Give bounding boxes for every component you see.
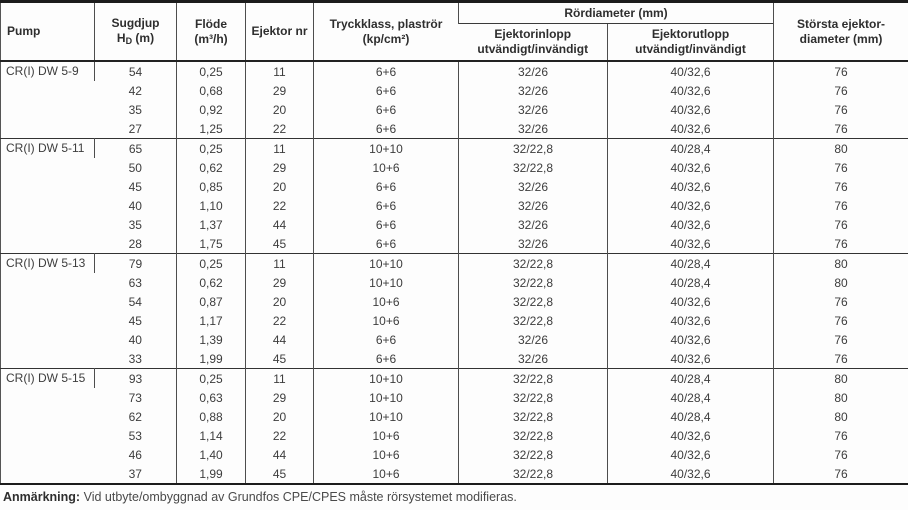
table-cell: 35 <box>128 217 142 232</box>
header-flode <box>177 2 246 62</box>
pump-group <box>1 61 908 139</box>
table-cell: 29 <box>246 388 314 407</box>
header-sugdjup-symbol: H <box>116 30 126 45</box>
table-cell: 1,37 <box>177 215 246 234</box>
table-cell: 29 <box>246 81 314 100</box>
table-cell: 40 <box>128 332 142 347</box>
table-row <box>1 196 908 215</box>
table-cell: 6+6 <box>314 330 459 349</box>
table-cell: 44 <box>246 330 314 349</box>
table-cell: 73 <box>128 390 142 405</box>
header-rordiameter: Rördiameter (mm) <box>459 2 774 24</box>
table-cell: 6+6 <box>314 215 459 234</box>
table-cell: 40/32,6 <box>608 445 774 464</box>
table-row <box>1 100 908 119</box>
table-cell: 0,92 <box>177 100 246 119</box>
header-tryckklass <box>314 2 459 62</box>
header-utlopp-line1: Ejektorutlopp <box>651 27 730 41</box>
table-cell: 40/32,6 <box>608 81 774 100</box>
table-cell: 40/32,6 <box>608 215 774 234</box>
table-cell: 40/28,4 <box>608 388 774 407</box>
table-cell: 20 <box>246 292 314 311</box>
table-row <box>1 139 908 159</box>
table-cell: 22 <box>246 196 314 215</box>
table-cell: 40/32,6 <box>608 426 774 445</box>
table-cell: 76 <box>774 177 908 196</box>
table-cell: 76 <box>774 81 908 100</box>
header-flode-line1: Flöde <box>195 16 227 31</box>
table-cell: 1,14 <box>177 426 246 445</box>
table-cell: 10+6 <box>314 292 459 311</box>
table-cell: 32/26 <box>459 119 608 139</box>
table-header <box>1 2 908 62</box>
table-row <box>1 234 908 254</box>
table-cell: 40 <box>128 198 142 213</box>
header-storsta-line1: Största ejektor- <box>797 16 886 31</box>
table-cell: 28 <box>128 236 142 251</box>
table-cell: 32/26 <box>459 330 608 349</box>
table-cell: 76 <box>774 119 908 139</box>
table-cell: 6+6 <box>314 61 459 81</box>
table-cell: 32/22,8 <box>459 426 608 445</box>
table-row <box>1 273 908 292</box>
table-cell: 11 <box>246 139 314 159</box>
header-sugdjup <box>95 2 177 62</box>
table-cell: 54 <box>128 294 142 309</box>
table-cell: 44 <box>246 215 314 234</box>
table-cell: 0,62 <box>177 273 246 292</box>
table-cell: 76 <box>774 61 908 81</box>
pump-group <box>1 139 908 254</box>
table-cell: 35 <box>128 102 142 117</box>
header-tryckklass-unit: (kp/cm²) <box>362 31 410 46</box>
table-row <box>1 349 908 369</box>
table-cell: 1,75 <box>177 234 246 254</box>
table-cell: 29 <box>246 158 314 177</box>
header-storsta-line2: diameter (mm) <box>799 31 883 46</box>
table-cell: 10+10 <box>314 139 459 159</box>
table-cell: 76 <box>774 464 908 484</box>
header-flode-unit: (m³/h) <box>194 31 228 46</box>
table-row <box>1 330 908 349</box>
table-cell: 76 <box>774 349 908 369</box>
table-row <box>1 158 908 177</box>
table-cell: 80 <box>774 273 908 292</box>
table-cell: 44 <box>246 445 314 464</box>
table-cell: 40/32,6 <box>608 311 774 330</box>
header-ejektor-nr: Ejektor nr <box>246 2 314 62</box>
table-cell: 32/22,8 <box>459 273 608 292</box>
table-cell: 32/22,8 <box>459 292 608 311</box>
table-cell: 32/22,8 <box>459 407 608 426</box>
table-cell: 65 <box>95 139 177 159</box>
table-cell: 22 <box>246 119 314 139</box>
table-cell: 0,68 <box>177 81 246 100</box>
table-cell: 6+6 <box>314 196 459 215</box>
table-cell: 40/32,6 <box>608 61 774 81</box>
table-cell: 32/22,8 <box>459 311 608 330</box>
header-sugdjup-line1: Sugdjup <box>111 15 160 30</box>
table-cell: 32/22,8 <box>459 158 608 177</box>
table-cell: 32/26 <box>459 196 608 215</box>
table-cell: 76 <box>774 100 908 119</box>
table-cell: 20 <box>246 407 314 426</box>
table-cell: 10+6 <box>314 464 459 484</box>
table-cell: 32/22,8 <box>459 139 608 159</box>
table-cell: 40/28,4 <box>608 407 774 426</box>
table-cell: 10+6 <box>314 311 459 330</box>
table-cell: 32/26 <box>459 234 608 254</box>
pump-group <box>1 254 908 369</box>
header-tryckklass-line1: Tryckklass, plaströr <box>329 16 443 31</box>
table-cell: 40/32,6 <box>608 330 774 349</box>
table-cell: 1,99 <box>177 349 246 369</box>
header-inlopp-line2: utvändigt/invändigt <box>477 42 589 56</box>
table-cell: 40/32,6 <box>608 196 774 215</box>
table-cell: 76 <box>774 215 908 234</box>
table-cell: 22 <box>246 426 314 445</box>
table-cell: 45 <box>246 349 314 369</box>
footnote <box>0 490 908 504</box>
table-cell: 76 <box>774 445 908 464</box>
table-cell: 40/32,6 <box>608 234 774 254</box>
table-cell: 32/26 <box>459 61 608 81</box>
table-cell: 0,25 <box>177 254 246 274</box>
table-cell: 76 <box>774 311 908 330</box>
table-cell: 45 <box>128 179 142 194</box>
table-cell: 11 <box>246 254 314 274</box>
table-cell: 32/22,8 <box>459 388 608 407</box>
table-cell: 10+6 <box>314 426 459 445</box>
table-cell: 45 <box>246 234 314 254</box>
table-cell: 1,99 <box>177 464 246 484</box>
table-cell: 40/32,6 <box>608 292 774 311</box>
pump-name-cell: CR(I) DW 5-13 <box>6 256 86 270</box>
table-cell: 0,87 <box>177 292 246 311</box>
table-cell: 32/22,8 <box>459 369 608 389</box>
table-cell: 33 <box>128 351 142 366</box>
table-cell: 42 <box>128 83 142 98</box>
table-cell: 6+6 <box>314 119 459 139</box>
table-cell: 10+10 <box>314 254 459 274</box>
table-cell: 40/32,6 <box>608 464 774 484</box>
table-cell: 40/28,4 <box>608 369 774 389</box>
table-cell: 1,25 <box>177 119 246 139</box>
table-cell: 27 <box>128 121 142 136</box>
table-cell: 6+6 <box>314 177 459 196</box>
table-cell: 6+6 <box>314 234 459 254</box>
table-cell: 10+10 <box>314 407 459 426</box>
table-cell: 80 <box>774 254 908 274</box>
table-cell: 10+10 <box>314 388 459 407</box>
table-cell: 11 <box>246 61 314 81</box>
table-cell: 40/32,6 <box>608 349 774 369</box>
table-cell: 1,39 <box>177 330 246 349</box>
table-row <box>1 177 908 196</box>
header-utlopp-line2: utvändigt/invändigt <box>635 42 746 56</box>
table-cell: 40/32,6 <box>608 158 774 177</box>
table-cell: 0,25 <box>177 61 246 81</box>
table-cell: 76 <box>774 292 908 311</box>
table-row <box>1 311 908 330</box>
pump-name-cell: CR(I) DW 5-9 <box>6 64 79 78</box>
header-sugdjup-unit: (m) <box>132 30 155 45</box>
table-cell: 80 <box>774 139 908 159</box>
table-cell: 80 <box>774 369 908 389</box>
footnote-label: Anmärkning: <box>3 490 81 504</box>
table-cell: 32/26 <box>459 81 608 100</box>
table-cell: 40/28,4 <box>608 139 774 159</box>
table-row <box>1 445 908 464</box>
table-cell: 79 <box>95 254 177 274</box>
header-ejektorinlopp <box>459 24 608 62</box>
table-row <box>1 61 908 81</box>
table-row <box>1 215 908 234</box>
pump-name-cell: CR(I) DW 5-11 <box>6 141 85 155</box>
table-cell: 22 <box>246 311 314 330</box>
table-cell: 0,25 <box>177 369 246 389</box>
table-cell: 32/22,8 <box>459 254 608 274</box>
footnote-text: Vid utbyte/ombyggnad av Grundfos CPE/CPES måste rörsystemet modifieras. <box>83 490 517 504</box>
table-cell: 20 <box>246 177 314 196</box>
table-cell: 1,10 <box>177 196 246 215</box>
table-cell: 6+6 <box>314 100 459 119</box>
header-storsta-diameter <box>774 2 908 62</box>
table-row <box>1 119 908 139</box>
table-cell: 32/26 <box>459 349 608 369</box>
table-cell: 0,63 <box>177 388 246 407</box>
table-cell: 76 <box>774 426 908 445</box>
table-cell: 1,40 <box>177 445 246 464</box>
table-cell: 76 <box>774 158 908 177</box>
table-cell: 63 <box>128 275 142 290</box>
table-cell: 10+6 <box>314 158 459 177</box>
table-cell: 54 <box>95 61 177 81</box>
table-row <box>1 254 908 274</box>
table-cell: 76 <box>774 196 908 215</box>
table-cell: 0,25 <box>177 139 246 159</box>
table-cell: 10+6 <box>314 445 459 464</box>
header-pump: Pump <box>7 24 41 38</box>
header-ejektorutlopp <box>608 24 774 62</box>
table-cell: 6+6 <box>314 349 459 369</box>
header-sugdjup-subscript: D <box>125 35 133 46</box>
table-cell: 0,85 <box>177 177 246 196</box>
table-row <box>1 407 908 426</box>
table-cell: 11 <box>246 369 314 389</box>
table-cell: 93 <box>95 369 177 389</box>
table-cell: 1,17 <box>177 311 246 330</box>
table-cell: 20 <box>246 100 314 119</box>
table-cell: 45 <box>128 313 142 328</box>
table-cell: 53 <box>128 428 142 443</box>
table-cell: 40/28,4 <box>608 254 774 274</box>
table-row <box>1 388 908 407</box>
table-cell: 32/26 <box>459 177 608 196</box>
table-cell: 40/32,6 <box>608 119 774 139</box>
table-cell: 40/32,6 <box>608 100 774 119</box>
table-cell: 32/22,8 <box>459 464 608 484</box>
table-cell: 50 <box>128 160 142 175</box>
table-cell: 40/32,6 <box>608 177 774 196</box>
table-cell: 76 <box>774 330 908 349</box>
table-cell: 6+6 <box>314 81 459 100</box>
table-cell: 46 <box>128 447 142 462</box>
table-row <box>1 292 908 311</box>
table-row <box>1 369 908 389</box>
table-cell: 29 <box>246 273 314 292</box>
table-row <box>1 464 908 484</box>
table-cell: 32/26 <box>459 215 608 234</box>
table-cell: 37 <box>128 466 142 481</box>
pump-group <box>1 369 908 485</box>
table-cell: 0,88 <box>177 407 246 426</box>
table-cell: 10+10 <box>314 369 459 389</box>
table-cell: 80 <box>774 407 908 426</box>
table-cell: 0,62 <box>177 158 246 177</box>
table-cell: 76 <box>774 234 908 254</box>
table-row <box>1 426 908 445</box>
table-cell: 40/28,4 <box>608 273 774 292</box>
table-cell: 62 <box>128 409 142 424</box>
table-cell: 10+10 <box>314 273 459 292</box>
table-cell: 32/26 <box>459 100 608 119</box>
pump-name-cell: CR(I) DW 5-15 <box>6 371 86 385</box>
table-cell: 80 <box>774 388 908 407</box>
table-row <box>1 81 908 100</box>
header-inlopp-line1: Ejektorinlopp <box>494 27 572 41</box>
table-cell: 45 <box>246 464 314 484</box>
table-cell: 32/22,8 <box>459 445 608 464</box>
